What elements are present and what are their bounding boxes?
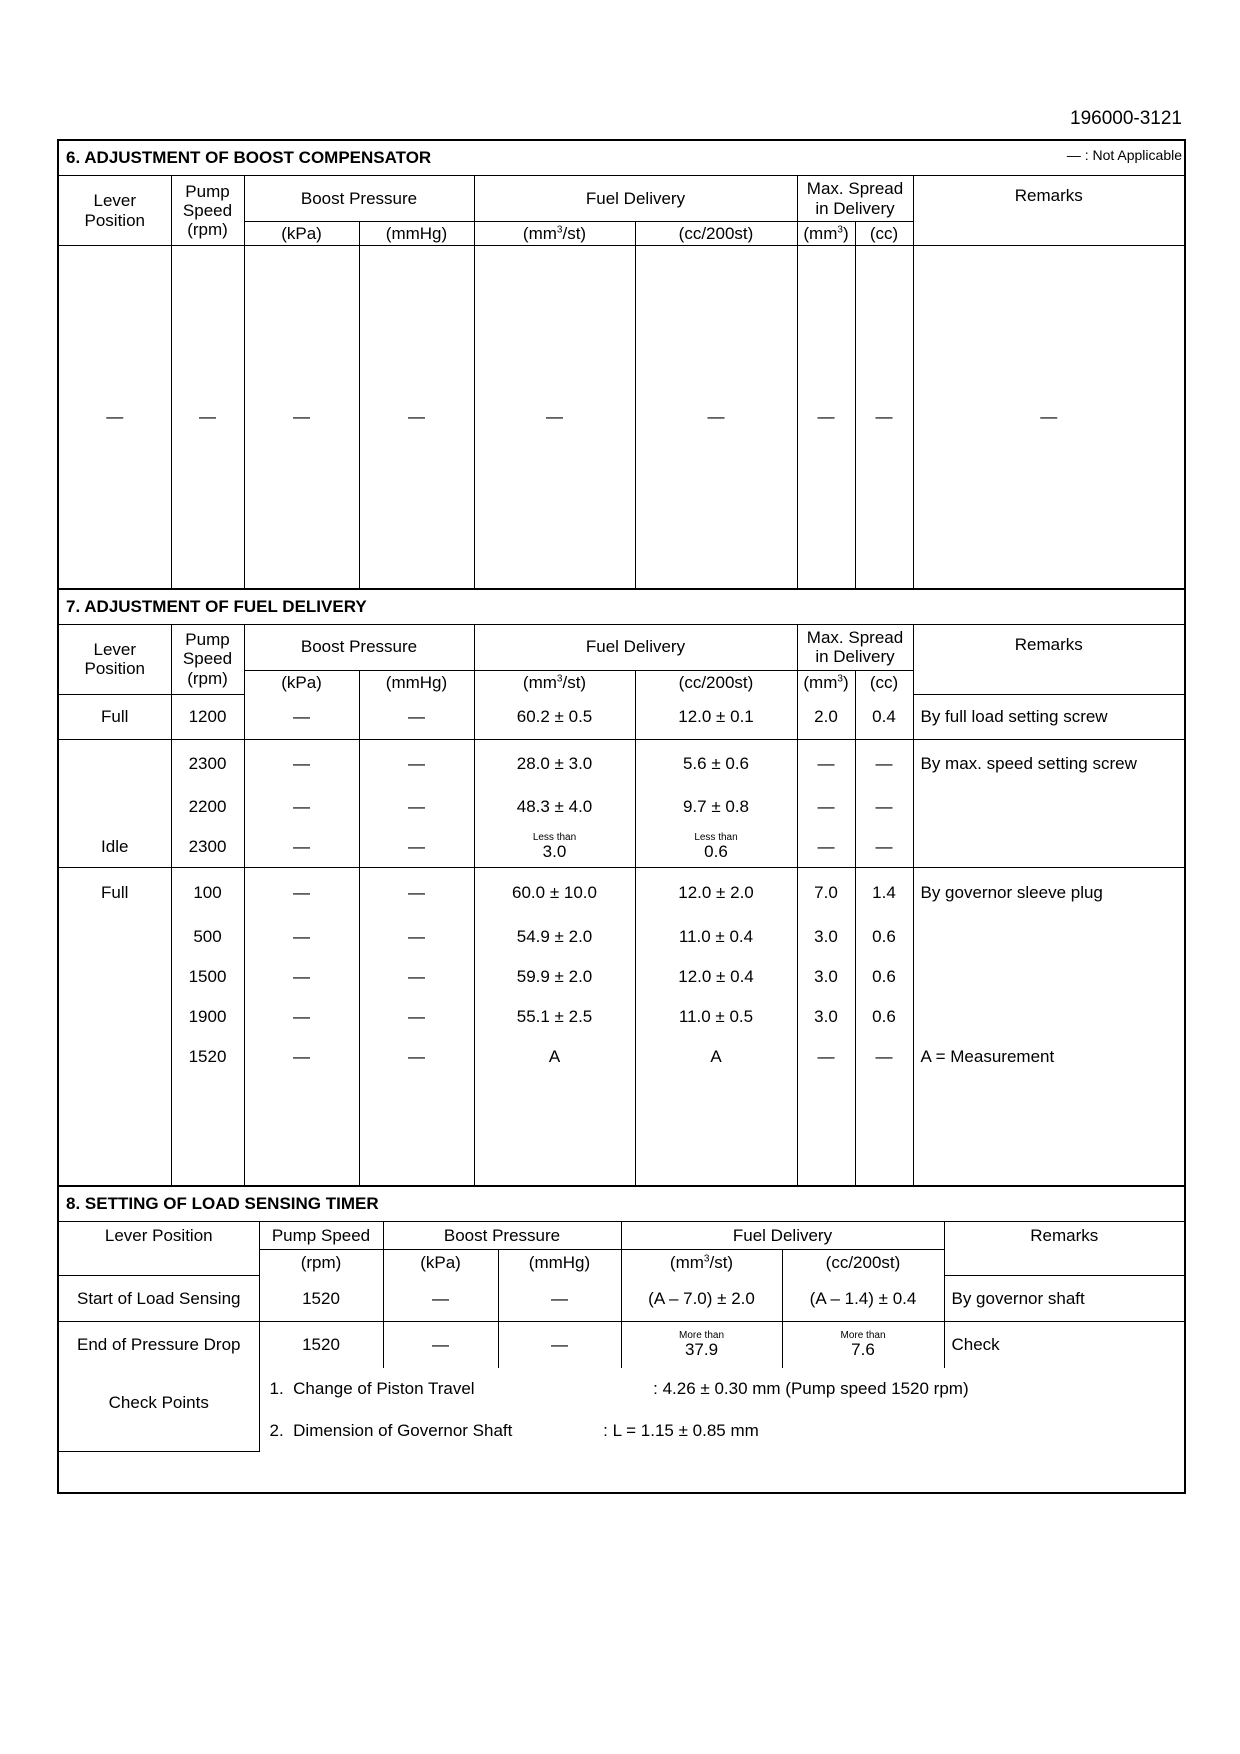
cell-fuel-mm3: (A – 7.0) ± 2.0 <box>621 1276 782 1322</box>
cell-remarks: By max. speed setting screw <box>913 739 1184 787</box>
fuel-delivery-rows <box>59 694 1184 1185</box>
cell-spread-mm3: 3.0 <box>797 917 855 957</box>
cell-fuel-mm3: 48.3 ± 4.0 <box>474 787 635 827</box>
cell-kpa: — <box>244 1037 359 1077</box>
section-fuel-delivery <box>59 590 1184 1188</box>
table-row <box>59 867 1184 917</box>
cell-lever: Idle <box>59 827 171 867</box>
unit-mm3-per-st: $(mm^3/st)$ <box>621 1250 782 1276</box>
unit-mm3: $(mm^3)$ <box>797 222 855 246</box>
cell-remarks: By governor sleeve plug <box>913 867 1184 917</box>
cell-spread-cc: — <box>855 1037 913 1077</box>
cell-lever: Full <box>59 694 171 739</box>
cell-kpa: — <box>244 694 359 739</box>
cell-remarks <box>913 787 1184 827</box>
cell-fuel-cc: — <box>635 246 797 588</box>
header-remarks: Remarks <box>913 176 1184 246</box>
cell-rpm: 1200 <box>171 694 244 739</box>
table-row <box>59 694 1184 739</box>
cell-remarks: By full load setting screw <box>913 694 1184 739</box>
cell-mmhg: — <box>359 957 474 997</box>
cell-remarks <box>913 917 1184 957</box>
cell-spread-cc: 1.4 <box>855 867 913 917</box>
empty-cell <box>797 1077 855 1185</box>
table-row <box>59 1322 1184 1368</box>
unit-cc-per-200st: (cc/200st) <box>635 670 797 694</box>
cell-fuel-mm3: 59.9 ± 2.0 <box>474 957 635 997</box>
table-row <box>59 827 1184 867</box>
header-boost-pressure: Boost Pressure <box>383 1222 621 1250</box>
cell-remarks <box>913 957 1184 997</box>
cell-spread-cc: 0.6 <box>855 997 913 1037</box>
table-row <box>59 1276 1184 1322</box>
cell-fuel-mm3: 60.2 ± 0.5 <box>474 694 635 739</box>
cell-spread-cc: 0.6 <box>855 917 913 957</box>
cell-remarks <box>913 827 1184 867</box>
table-row <box>59 1037 1184 1077</box>
cell-spread-mm3: — <box>797 787 855 827</box>
unit-mm3-per-st: $(mm^3/st)$ <box>474 670 635 694</box>
cell-spread-cc: — <box>855 827 913 867</box>
unit-cc: (cc) <box>855 222 913 246</box>
cell-mmhg: — <box>359 827 474 867</box>
unit-kpa: (kPa) <box>244 670 359 694</box>
unit-kpa: (kPa) <box>383 1250 498 1276</box>
cell-spread-mm3: 2.0 <box>797 694 855 739</box>
cell-rpm: 1900 <box>171 997 244 1037</box>
cell-rpm: 1500 <box>171 957 244 997</box>
cell-spread-cc: 0.6 <box>855 957 913 997</box>
header-fuel-delivery: Fuel Delivery <box>474 176 797 222</box>
table-row <box>59 739 1184 787</box>
cell-mmhg: — <box>359 694 474 739</box>
table-row <box>59 246 1184 588</box>
cell-lever: Start of Load Sensing <box>59 1276 259 1322</box>
cell-mmhg: — <box>359 787 474 827</box>
cell-lever <box>59 787 171 827</box>
header-lever-position: Lever Position <box>59 624 171 694</box>
table-row <box>59 957 1184 997</box>
header-boost-pressure: Boost Pressure <box>244 176 474 222</box>
unit-mm3-per-st: $(mm^3/st)$ <box>474 222 635 246</box>
cell-spread-mm3: — <box>797 739 855 787</box>
check-point-item: 2. Dimension of Governor Shaft : L = 1.15 ± 0.85 mm <box>269 1420 759 1440</box>
unit-mm3: $(mm^3)$ <box>797 670 855 694</box>
cell-remarks: A = Measurement <box>913 1037 1184 1077</box>
empty-cell <box>59 1077 171 1185</box>
cell-fuel-cc: 5.6 ± 0.6 <box>635 739 797 787</box>
cell-fuel-mm3: — <box>474 246 635 588</box>
section-load-sensing-timer <box>59 1187 1184 1452</box>
cell-kpa: — <box>244 246 359 588</box>
cell-rpm: 2200 <box>171 787 244 827</box>
cell-mmhg: — <box>498 1322 621 1368</box>
table-row <box>59 997 1184 1037</box>
not-applicable-note: — : Not Applicable <box>1066 147 1182 164</box>
cell-kpa: — <box>244 867 359 917</box>
unit-kpa: (kPa) <box>244 222 359 246</box>
header-boost-pressure: Boost Pressure <box>244 624 474 670</box>
cell-kpa: — <box>244 787 359 827</box>
cell-rpm: 100 <box>171 867 244 917</box>
header-fuel-delivery: Fuel Delivery <box>474 624 797 670</box>
check-point-item: 1. Change of Piston Travel : 4.26 ± 0.30 mm (Pump speed 1520 rpm) <box>259 1368 1184 1410</box>
section-7-title: 7. ADJUSTMENT OF FUEL DELIVERY <box>59 590 1184 625</box>
cell-rpm: 2300 <box>171 739 244 787</box>
section-boost-compensator <box>59 141 1184 590</box>
cell-spread-mm3: — <box>797 246 855 588</box>
cell-mmhg: — <box>359 739 474 787</box>
table-row <box>59 917 1184 957</box>
cell-remarks <box>913 997 1184 1037</box>
cell-rpm: 1520 <box>259 1322 383 1368</box>
cell-fuel-mm3: 54.9 ± 2.0 <box>474 917 635 957</box>
cell-fuel-mm3: A <box>474 1037 635 1077</box>
cell-lever <box>59 1037 171 1077</box>
header-fuel-delivery: Fuel Delivery <box>621 1222 944 1250</box>
cell-fuel-cc: 11.0 ± 0.4 <box>635 917 797 957</box>
cell-remarks: — <box>913 246 1184 588</box>
cell-spread-mm3: 3.0 <box>797 957 855 997</box>
cell-kpa: — <box>244 957 359 997</box>
cell-kpa: — <box>244 997 359 1037</box>
section-8-title: 8. SETTING OF LOAD SENSING TIMER <box>59 1187 1184 1222</box>
unit-cc-per-200st: (cc/200st) <box>782 1250 944 1276</box>
empty-cell <box>171 1077 244 1185</box>
document-number: 196000-3121 <box>1070 108 1182 129</box>
cell-fuel-cc: Less than 0.6 <box>635 827 797 867</box>
cell-mmhg: — <box>359 246 474 588</box>
cell-fuel-cc: 12.0 ± 0.4 <box>635 957 797 997</box>
cell-mmhg: — <box>498 1276 621 1322</box>
cell-kpa: — <box>383 1322 498 1368</box>
cell-spread-cc: — <box>855 739 913 787</box>
cell-fuel-cc: (A – 1.4) ± 0.4 <box>782 1276 944 1322</box>
cell-rpm: 500 <box>171 917 244 957</box>
cell-lever <box>59 997 171 1037</box>
section-6-title: 6. ADJUSTMENT OF BOOST COMPENSATOR — : Not Applicable <box>59 141 1184 176</box>
spec-sheet <box>57 139 1186 1494</box>
check-points-label: Check Points <box>59 1368 259 1452</box>
cell-remarks: By governor shaft <box>944 1276 1184 1322</box>
cell-lever: Full <box>59 867 171 917</box>
cell-mmhg: — <box>359 1037 474 1077</box>
cell-fuel-cc: 9.7 ± 0.8 <box>635 787 797 827</box>
cell-rpm: 2300 <box>171 827 244 867</box>
unit-cc: (cc) <box>855 670 913 694</box>
cell-kpa: — <box>244 739 359 787</box>
cell-rpm: 1520 <box>259 1276 383 1322</box>
unit-mmhg: (mmHg) <box>359 670 474 694</box>
header-lever-position: Lever Position <box>59 1222 259 1276</box>
cell-kpa: — <box>244 827 359 867</box>
header-pump-speed: Pump Speed (rpm) <box>171 176 244 246</box>
cell-spread-cc: 0.4 <box>855 694 913 739</box>
empty-cell <box>855 1077 913 1185</box>
empty-cell <box>635 1077 797 1185</box>
header-remarks: Remarks <box>913 624 1184 694</box>
cell-lever <box>59 957 171 997</box>
cell-fuel-cc: More than 7.6 <box>782 1322 944 1368</box>
cell-mmhg: — <box>359 917 474 957</box>
cell-fuel-cc: 11.0 ± 0.5 <box>635 997 797 1037</box>
cell-spread-mm3: — <box>797 827 855 867</box>
empty-cell <box>913 1077 1184 1185</box>
cell-fuel-mm3: Less than 3.0 <box>474 827 635 867</box>
empty-cell <box>359 1077 474 1185</box>
header-max-spread: Max. Spread in Delivery <box>797 624 913 670</box>
header-remarks: Remarks <box>944 1222 1184 1276</box>
header-pump-speed: Pump Speed (rpm) <box>171 624 244 694</box>
unit-mmhg: (mmHg) <box>498 1250 621 1276</box>
cell-fuel-cc: 12.0 ± 2.0 <box>635 867 797 917</box>
load-sensing-rows <box>59 1276 1184 1368</box>
empty-cell <box>474 1077 635 1185</box>
cell-fuel-cc: 12.0 ± 0.1 <box>635 694 797 739</box>
unit-cc-per-200st: (cc/200st) <box>635 222 797 246</box>
cell-mmhg: — <box>359 997 474 1037</box>
cell-spread-mm3: 3.0 <box>797 997 855 1037</box>
cell-spread-mm3: 7.0 <box>797 867 855 917</box>
cell-spread-mm3: — <box>797 1037 855 1077</box>
unit-rpm: (rpm) <box>259 1250 383 1276</box>
header-max-spread: Max. Spread in Delivery <box>797 176 913 222</box>
unit-mmhg: (mmHg) <box>359 222 474 246</box>
empty-cell <box>244 1077 359 1185</box>
header-lever-position: Lever Position <box>59 176 171 246</box>
cell-rpm: — <box>171 246 244 588</box>
cell-kpa: — <box>383 1276 498 1322</box>
empty-row <box>59 1077 1184 1185</box>
cell-kpa: — <box>244 917 359 957</box>
cell-fuel-mm3: More than 37.9 <box>621 1322 782 1368</box>
table-row <box>59 787 1184 827</box>
cell-fuel-mm3: 55.1 ± 2.5 <box>474 997 635 1037</box>
header-pump-speed: Pump Speed <box>259 1222 383 1250</box>
cell-fuel-mm3: 28.0 ± 3.0 <box>474 739 635 787</box>
cell-lever <box>59 739 171 787</box>
cell-spread-cc: — <box>855 787 913 827</box>
cell-lever <box>59 917 171 957</box>
cell-fuel-cc: A <box>635 1037 797 1077</box>
cell-remarks: Check <box>944 1322 1184 1368</box>
cell-lever: — <box>59 246 171 588</box>
cell-lever: End of Pressure Drop <box>59 1322 259 1368</box>
cell-fuel-mm3: 60.0 ± 10.0 <box>474 867 635 917</box>
cell-rpm: 1520 <box>171 1037 244 1077</box>
cell-spread-cc: — <box>855 246 913 588</box>
cell-mmhg: — <box>359 867 474 917</box>
